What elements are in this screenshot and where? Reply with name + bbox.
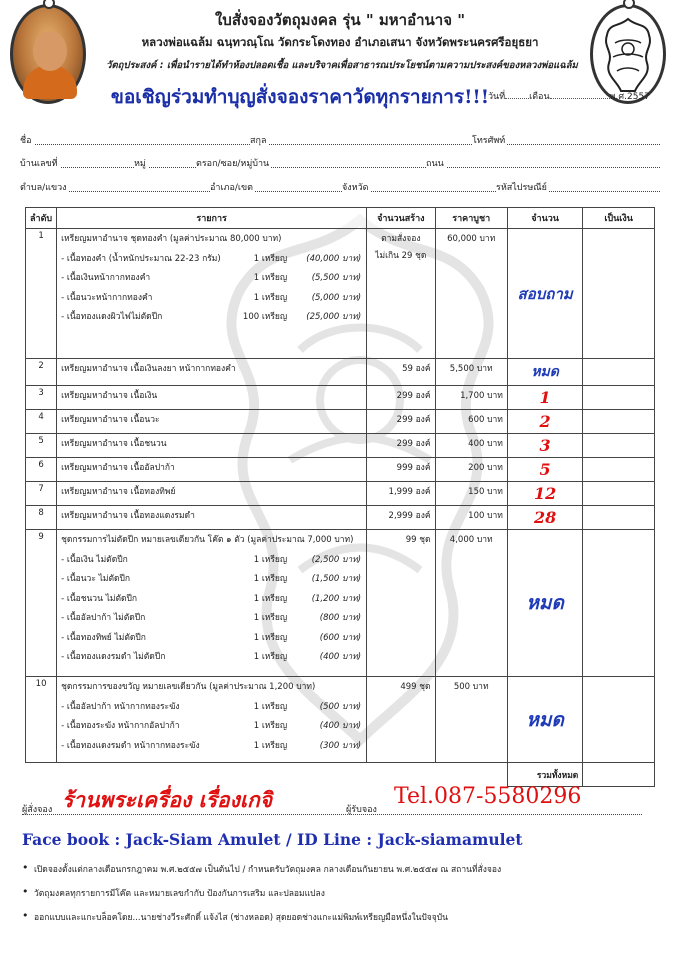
sub-item: - เนื้อนวะหน้ากากทองคำ 1 เหรียญ (5,000 บาท) [61,292,362,303]
order-table [25,207,655,787]
table-row-4: 4 เหรียญมหาอำนาจ เนื้อนวะ 299 องค์ 600 บาท 2 [26,410,655,434]
table-row-7: 7 เหรียญมหาอำนาจ เนื้อทองทิพย์ 1,999 องค์ 150 บาท 12 [26,482,655,506]
col-amount-header: จำนวน [507,208,582,229]
table-row-9: 9 ชุดกรรมการไม่ตัดปีก หมายเลขเดียวกัน โค๊ต ๑ ตัว (มูลค่าประมาณ 7,000 บาท) - เนื้อเงิน ไม่ตัดปีก 1 เหรียญ (2,500 บาท) - เนื้อนวะ ไม่ตัดปีก 1 เหรียญ (1,500 บาท) - เนื้อชนวน ไม่ตัดปีก 1 เหรียญ (1,200 บาท) - เนื้ออัลปาก้า ไม่ตัดปีก 1 เหรียญ (800 บาท) - เนื้อทองทิพย์ ไม่ตัดปีก 1 เหรียญ (600 บาท) - เนื้อทองแดงรมดำ ไม่ตัดปีก 1 เหรียญ (400 บาท) 99 ชุด 4,000 บาท หมด [26,530,655,677]
sub-item: - เนื้ออัลปาก้า หน้ากากทองระฆัง 1 เหรียญ (500 บาท) [61,701,362,712]
order-amount: 28 [533,508,557,527]
road-label: ถนน [426,156,446,170]
total-row [26,763,655,787]
status-ask: สอบถาม [517,284,573,303]
zip-label: รหัสไปรษณีย์ [496,180,549,194]
col-money-header: เป็นเงิน [583,208,655,229]
sub-item: - เนื้อทองคำ (น้ำหนักประมาณ 22-23 กรัม) 1 เหรียญ (40,000 บาท) [61,253,362,264]
item-title: ชุดกรรมการของขวัญ หมายเลขเดียวกัน (มูลค่าประมาณ 1,200 บาท) [61,682,316,692]
total-label: รวมทั้งหมด [507,763,582,787]
form-subtitle: หลวงพ่อแฉล้ม ฉนฺทวณฺโณ วัดกระโดงทอง อำเภอเสนา จังหวัดพระนครศรีอยุธยา [141,35,539,49]
table-row-8: 8 เหรียญมหาอำนาจ เนื้อทองแดงรมดำ 2,999 องค์ 100 บาท 28 [26,506,655,530]
province-label: จังหวัด [342,180,371,194]
table-row-5: 5 เหรียญมหาอำนาจ เนื้อชนวน 299 องค์ 400 บาท 3 [26,434,655,458]
surname-label: สกุล [250,133,268,147]
table-row-2: 2 เหรียญมหาอำนาจ เนื้อเงินลงยา หน้ากากทองคำ 59 องค์ 5,500 บาท หมด [26,359,655,386]
orderer-label: ผู้สั่งจอง [22,805,53,815]
status-sold-out: หมด [526,592,564,614]
sub-item: - เนื้ออัลปาก้า ไม่ตัดปีก 1 เหรียญ (800 บาท) [61,613,362,624]
note-item: • เปิดจองตั้งแต่กลางเดือนกรกฎาคม พ.ศ.๒๕๕๗ เป็นต้นไป / กำหนดรับวัตถุมงคล กลางเดือนกันยายน พ.ศ.๒๕๕๗ ณ สถานที่สั่งจอง [20,862,670,886]
receiver-label: ผู้รับจอง [346,805,377,815]
item-title: เหรียญมหาอำนาจ ชุดทองคำ (มูลค่าประมาณ 80,000 บาท) [61,234,282,244]
order-amount: 12 [533,484,557,503]
item-title: ชุดกรรมการไม่ตัดปีก หมายเลขเดียวกัน โค๊ต ๑ ตัว (มูลค่าประมาณ 7,000 บาท) [61,535,354,545]
status-sold-out: หมด [531,364,559,380]
sub-item: - เนื้อทองแดงรมดำ หน้ากากทองระฆัง 1 เหรียญ (300 บาท) [61,740,362,751]
status-sold-out: หมด [526,708,564,731]
order-amount: 2 [539,412,551,431]
moo-label: หมู่ [134,156,148,170]
orderer-row[interactable] [22,784,662,830]
sub-item: - เนื้อเงิน ไม่ตัดปีก 1 เหรียญ (2,500 บาท) [61,554,362,565]
sub-item: - เนื้อเงินหน้ากากทองคำ 1 เหรียญ (5,500 บาท) [61,273,362,284]
house-label: บ้านเลขที่ [20,156,60,170]
name-label: ชื่อ [20,133,34,147]
form-title: ใบสั่งจองวัตถุมงคล รุ่น " มหาอำนาจ " [214,11,466,29]
order-amount: 3 [539,436,551,455]
note-item: • วัตถุมงคลทุกรายการมีโค๊ต และหมายเลขกำกับ ป้องกันการเสริม และปลอมแปลง [20,886,670,910]
table-header-row [26,208,655,229]
col-price-header: ราคาบูชา [435,208,507,229]
name-field-row[interactable] [20,133,660,147]
phone-label: โทรศัพท์ [472,133,507,147]
col-no-header: ลำดับ [26,208,57,229]
notes-list [20,862,670,934]
table-row-1: 1 เหรียญมหาอำนาจ ชุดทองคำ (มูลค่าประมาณ 80,000 บาท) - เนื้อทองคำ (น้ำหนักประมาณ 22-23 กรัม) 1 เหรียญ (40,000 บาท) - เนื้อเงินหน้ากากทองคำ 1 เหรียญ (5,500 บาท) - เนื้อนวะหน้ากากทองคำ 1 เหรียญ (5,000 บาท) - เนื้อทองแดงผิวไฟไม่ตัดปีก 100 เหรียญ (25,000 บาท) ตามสั่งจอง ไม่เกิน 29 ชุด 60,000 บาท สอบถาม [26,229,655,359]
order-amount: 1 [539,388,551,407]
tambon-label: ตำบล/แขวง [20,180,69,194]
date-line[interactable]: วันที่ เดือน พ.ศ.2557 [488,92,650,102]
invite-banner: ขอเชิญร่วมทำบุญสั่งจองราคาวัดทุกรายการ!!! [110,86,490,108]
sub-item: - เนื้อทองทิพย์ ไม่ตัดปีก 1 เหรียญ (600 บาท) [61,632,362,643]
total-value-cell[interactable] [583,763,655,787]
order-amount: 5 [539,460,551,479]
form-purpose: วัตถุประสงค์ : เพื่อนำรายได้ทำห้องปลอดเชื้อ และบริจาคเพื่อสาธารณประโยชน์ตามความประสงค์ของหลวงพ่อแฉล้ม [106,60,578,71]
shop-name: ร้านพระเครื่อง เรื่องเกจิ [62,787,273,812]
col-item-header: รายการ [57,208,367,229]
table-row-3: 3 เหรียญมหาอำนาจ เนื้อเงิน 299 องค์ 1,700 บาท 1 [26,386,655,410]
sub-item: - เนื้อทองแดงผิวไฟไม่ตัดปีก 100 เหรียญ (25,000 บาท) [61,312,362,323]
amphoe-label: อำเภอ/เขต [210,180,255,194]
sub-item: - เนื้อนวะ ไม่ตัดปีก 1 เหรียญ (1,500 บาท) [61,574,362,585]
header [0,0,678,110]
sub-item: - เนื้อทองระฆัง หน้ากากอัลปาก้า 1 เหรียญ (400 บาท) [61,721,362,732]
district-field-row[interactable] [20,180,660,194]
soi-label: ตรอก/ซอย/หมู่บ้าน [196,156,271,170]
sub-item: - เนื้อทองแดงรมดำ ไม่ตัดปีก 1 เหรียญ (400 บาท) [61,652,362,663]
table-row-10: 10 ชุดกรรมการของขวัญ หมายเลขเดียวกัน (มูลค่าประมาณ 1,200 บาท) - เนื้ออัลปาก้า หน้ากากทองระฆัง 1 เหรียญ (500 บาท) - เนื้อทองระฆัง หน้ากากอัลปาก้า 1 เหรียญ (400 บาท) - เนื้อทองแดงรมดำ หน้ากากทองระฆัง 1 เหรียญ (300 บาท) 499 ชุด 500 บาท หมด [26,677,655,763]
address-field-row[interactable] [20,156,660,170]
note-item: • ออกแบบและแกะบล็อคโดย...นายช่างวีระศักดิ์ แจ้งไส (ช่างหลอด) สุดยอดช่างแกะแม่พิมพ์เหรียญมือหนึ่งในปัจจุบัน [20,910,670,934]
social-contact: Face book : Jack-Siam Amulet / ID Line : Jack-siamamulet [22,830,523,849]
sub-item: - เนื้อชนวน ไม่ตัดปีก 1 เหรียญ (1,200 บาท) [61,593,362,604]
col-qty-header: จำนวนสร้าง [367,208,435,229]
phone-number: Tel.087-5580296 [394,784,582,809]
table-row-6: 6 เหรียญมหาอำนาจ เนื้ออัลปาก้า 999 องค์ 200 บาท 5 [26,458,655,482]
